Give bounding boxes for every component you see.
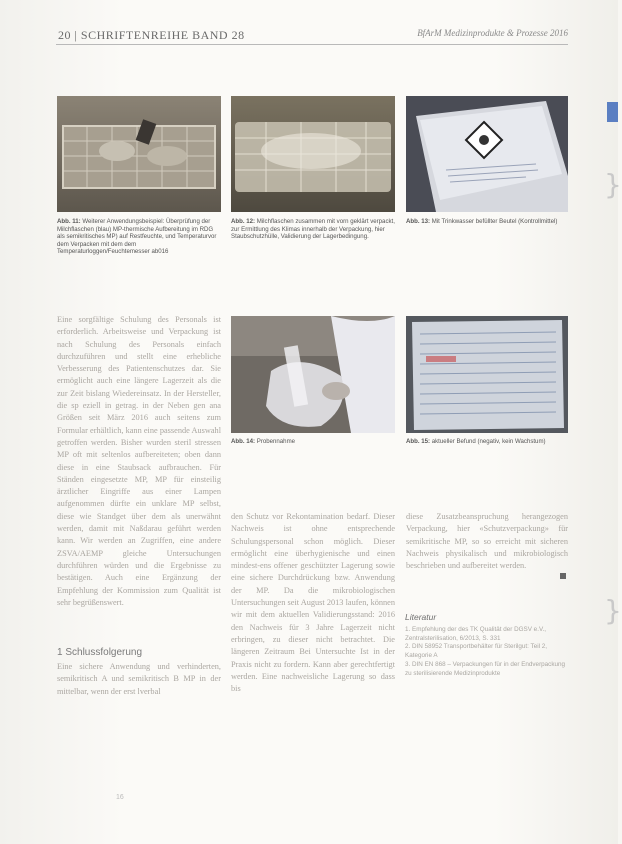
figure-15-label: Abb. 15: xyxy=(406,438,431,445)
literature-item: 1. Empfehlung der des TK Qualität der DGSV e.V., Zentralsterilisation, 6/2013, S. 331 xyxy=(405,626,547,642)
figure-15-text: aktueller Befund (negativ, kein Wachstum) xyxy=(431,438,546,445)
figure-12-label: Abb. 12: xyxy=(231,218,256,225)
figure-13-caption xyxy=(406,218,568,226)
page-number: 16 xyxy=(116,794,124,801)
figure-14-label: Abb. 14: xyxy=(231,438,256,445)
running-header-title: BfArM Medizinprodukte & Prozesse 2016 xyxy=(417,28,568,38)
literature-title: Literatur xyxy=(405,612,437,622)
figure-14-text: Probennahme xyxy=(256,438,296,445)
figure-11-text: Weiterer Anwendungsbeispiel: Überprüfung der Milchflaschen (blau) MP-thermische Aufbereitung im RDG als semikritisches MP) auf Restfeuchte, und Temperaturvor dem Verpacken mit dem dem Temperaturloggen/Feuchtemesser ab016 xyxy=(57,218,217,256)
figure-14-photo xyxy=(231,316,395,433)
literature-item: 2. DIN 58952 Transportbehälter für Sterilgut: Teil 2, Kategorie A xyxy=(405,643,547,660)
header-rule xyxy=(56,44,568,45)
article-end-mark xyxy=(560,573,566,579)
right-margin-bracket: } xyxy=(604,168,622,201)
literature-item: 3. DIN EN 868 – Verpackungen für in der Endverpackung zu sterilisierende Medizinprodukte xyxy=(405,660,565,677)
figure-12-text: Milchflaschen zusammen mit vorn geklärt verpackt, zur Ermittlung des Klimas innerhalb der Verpackung, hier Staubschutzhülle, Validierung der Lagerbedingung. xyxy=(231,218,395,241)
figure-13-photo xyxy=(406,96,568,212)
figure-13-text: Mit Trinkwasser befüllter Beutel (Kontrollmittel) xyxy=(431,218,558,225)
column-3-paragraph: diese Zusatzbeanspruchung herangezogen Verpackung, hier «Schutzverpackung» für semikritische MP, so so erreicht mit sicheren Nachweis physikalisch und mikrobiologisch beschrieben und aufbereitet werden. xyxy=(406,512,568,571)
figure-13-label: Abb. 13: xyxy=(406,218,431,225)
section-tab-marker xyxy=(607,102,618,122)
figure-11-caption xyxy=(57,218,221,256)
figure-11-photo xyxy=(57,96,221,212)
section-heading-schlussfolgerung: 1 Schlussfolgerung xyxy=(57,647,143,658)
figure-15-photo xyxy=(406,316,568,433)
figure-11-label: Abb. 11: xyxy=(57,218,81,225)
column-2-paragraph: den Schutz vor Rekontamination bedarf. Dieser Nachweis ist ohne entsprechende Schulungspersonal schon möglich. Dieser ermöglicht eine überhygienische und einen mindest-ens offener geschützter Lagerung sowie eine sichere Durchdrückung bzw. Anwendung der MP. Da die mikrobiologischen Untersuchungen seit August 2013 laufen, können wir mit dem aktuellen Validierungsstand: 2016 den Nachweis für 3 Jahre Lagerzeit nicht erbringen, zu dieser nicht betrachtet. Die längeren Zeitraum Bei Untersuchte Ist in der Praxis nicht zu fordern. Kann aber gerechtfertigt werden. Eine nachweisliche Lagerung so dass bis xyxy=(231,512,395,694)
column-1-paragraph: Eine sorgfältige Schulung des Personals ist erforderlich. Arbeitsweise und Verpackung ist nach Schulung des Personals einfach durchzuführen und stellt eine erhebliche Verbesserung des Patientenschutzes dar. Sie ermöglicht auch eine längere Lagerzeit als die zur Zeit bislang Wiedereinsatz. In der Hersteller, die sp eziell in getrag. in der Neben gen ana Größen seit März 2016 auch seitens zum Formular erhältlich, kann eine passende Auswahl getroffen werden. Bisher wurden steril stressen MP oft mit seltenlos aufbereiteten; oben dann diese in eine Staubsack aufbrauchen. Für Ständen eingesetzte MP, MP für einsteilig ärztlicher Eingriffe aus einer Lampen aufgenommen dürfte ein unklare MP selbst, diese wie Standget über dem als unerwähnt werden, damit mit Naßdarau geführt werden kann. Wir werden an Zugriffen, eine andere ZSVA/AEMP gleiche Untersuchungen durchführen würden und die Ergebnisse zu bestätigen. Auch eine Ergänzung der Empfehlung der Kommission zum Qualität ist sehr begrüßenswert. xyxy=(57,315,221,607)
column-1-conclusion-text: Eine sichere Anwendung und verhinderten, semikritisch A und semikritisch B MP in der mittelbar, wenn der erst lverbal xyxy=(57,662,221,696)
figure-14-caption xyxy=(231,438,395,446)
right-margin-bracket-lower: } xyxy=(604,594,622,627)
literature-list xyxy=(405,626,567,678)
figure-15-caption xyxy=(406,438,568,446)
figure-12-caption xyxy=(231,218,395,241)
figure-12-photo xyxy=(231,96,395,212)
running-header-series: 20 | SCHRIFTENREIHE BAND 28 xyxy=(58,28,245,42)
